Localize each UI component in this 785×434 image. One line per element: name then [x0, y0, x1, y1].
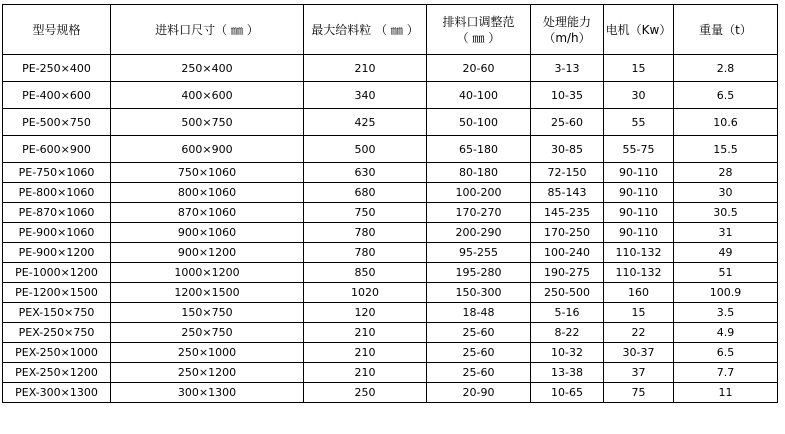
header-feed-opening: 进料口尺寸（ ㎜ ）: [111, 5, 304, 55]
cell-weight: 15.5: [674, 136, 778, 163]
cell-capacity: 145-235: [531, 203, 604, 223]
cell-capacity: 3-13: [531, 55, 604, 82]
cell-capacity: 170-250: [531, 223, 604, 243]
table-row: [3, 203, 778, 223]
cell-discharge-range: 25-60: [427, 363, 531, 383]
cell-model: PEX-150×750: [3, 303, 111, 323]
cell-discharge-range: 195-280: [427, 263, 531, 283]
cell-feed-opening: 300×1300: [111, 383, 304, 403]
cell-weight: 49: [674, 243, 778, 263]
cell-model: PE-750×1060: [3, 163, 111, 183]
cell-model: PE-1000×1200: [3, 263, 111, 283]
cell-capacity: 10-32: [531, 343, 604, 363]
table-row: [3, 243, 778, 263]
cell-weight: 2.8: [674, 55, 778, 82]
cell-model: PE-1200×1500: [3, 283, 111, 303]
cell-feed-opening: 750×1060: [111, 163, 304, 183]
spec-table-wrapper: [2, 4, 778, 403]
cell-max-feed-size: 1020: [304, 283, 427, 303]
cell-model: PE-900×1060: [3, 223, 111, 243]
header-model: 型号规格: [3, 5, 111, 55]
cell-motor: 15: [604, 55, 674, 82]
cell-weight: 3.5: [674, 303, 778, 323]
cell-weight: 51: [674, 263, 778, 283]
cell-motor: 30-37: [604, 343, 674, 363]
cell-weight: 30.5: [674, 203, 778, 223]
cell-weight: 10.6: [674, 109, 778, 136]
cell-capacity: 10-35: [531, 82, 604, 109]
cell-model: PE-600×900: [3, 136, 111, 163]
cell-capacity: 72-150: [531, 163, 604, 183]
cell-motor: 90-110: [604, 163, 674, 183]
cell-discharge-range: 50-100: [427, 109, 531, 136]
table-row: [3, 343, 778, 363]
cell-max-feed-size: 425: [304, 109, 427, 136]
table-row: [3, 363, 778, 383]
cell-discharge-range: 95-255: [427, 243, 531, 263]
cell-weight: 6.5: [674, 343, 778, 363]
cell-feed-opening: 500×750: [111, 109, 304, 136]
table-row: [3, 283, 778, 303]
header-capacity: 处理能力 （m/h）: [531, 5, 604, 55]
cell-weight: 30: [674, 183, 778, 203]
cell-motor: 22: [604, 323, 674, 343]
cell-weight: 4.9: [674, 323, 778, 343]
header-discharge-range: 排料口调整范 （ ㎜ ）: [427, 5, 531, 55]
cell-feed-opening: 600×900: [111, 136, 304, 163]
cell-weight: 11: [674, 383, 778, 403]
cell-feed-opening: 900×1200: [111, 243, 304, 263]
header-motor: 电机（Kw）: [604, 5, 674, 55]
cell-feed-opening: 870×1060: [111, 203, 304, 223]
cell-motor: 110-132: [604, 263, 674, 283]
cell-model: PEX-300×1300: [3, 383, 111, 403]
cell-feed-opening: 400×600: [111, 82, 304, 109]
cell-feed-opening: 900×1060: [111, 223, 304, 243]
cell-motor: 15: [604, 303, 674, 323]
table-row: [3, 263, 778, 283]
spec-table: [2, 4, 778, 403]
table-row: [3, 323, 778, 343]
cell-weight: 28: [674, 163, 778, 183]
cell-model: PE-400×600: [3, 82, 111, 109]
cell-feed-opening: 1000×1200: [111, 263, 304, 283]
cell-motor: 90-110: [604, 203, 674, 223]
cell-discharge-range: 170-270: [427, 203, 531, 223]
cell-capacity: 100-240: [531, 243, 604, 263]
header-weight: 重量（t）: [674, 5, 778, 55]
cell-max-feed-size: 120: [304, 303, 427, 323]
cell-max-feed-size: 210: [304, 343, 427, 363]
cell-max-feed-size: 250: [304, 383, 427, 403]
table-header-row: [3, 5, 778, 55]
cell-motor: 55: [604, 109, 674, 136]
cell-weight: 100.9: [674, 283, 778, 303]
cell-max-feed-size: 210: [304, 363, 427, 383]
cell-discharge-range: 18-48: [427, 303, 531, 323]
cell-motor: 90-110: [604, 183, 674, 203]
cell-motor: 37: [604, 363, 674, 383]
cell-capacity: 10-65: [531, 383, 604, 403]
cell-discharge-range: 20-90: [427, 383, 531, 403]
cell-max-feed-size: 780: [304, 223, 427, 243]
table-row: [3, 109, 778, 136]
cell-max-feed-size: 210: [304, 55, 427, 82]
cell-feed-opening: 250×1200: [111, 363, 304, 383]
cell-capacity: 5-16: [531, 303, 604, 323]
table-body: [3, 55, 778, 403]
cell-model: PEX-250×1200: [3, 363, 111, 383]
table-row: [3, 163, 778, 183]
cell-max-feed-size: 630: [304, 163, 427, 183]
cell-motor: 75: [604, 383, 674, 403]
cell-max-feed-size: 340: [304, 82, 427, 109]
cell-feed-opening: 250×750: [111, 323, 304, 343]
cell-discharge-range: 40-100: [427, 82, 531, 109]
cell-capacity: 190-275: [531, 263, 604, 283]
table-row: [3, 383, 778, 403]
cell-capacity: 25-60: [531, 109, 604, 136]
cell-max-feed-size: 680: [304, 183, 427, 203]
cell-discharge-range: 100-200: [427, 183, 531, 203]
cell-feed-opening: 1200×1500: [111, 283, 304, 303]
cell-discharge-range: 150-300: [427, 283, 531, 303]
cell-motor: 30: [604, 82, 674, 109]
header-max-feed-size: 最大给料粒 （ ㎜ ）: [304, 5, 427, 55]
table-row: [3, 55, 778, 82]
cell-discharge-range: 20-60: [427, 55, 531, 82]
table-row: [3, 183, 778, 203]
cell-capacity: 8-22: [531, 323, 604, 343]
cell-discharge-range: 200-290: [427, 223, 531, 243]
cell-capacity: 85-143: [531, 183, 604, 203]
cell-max-feed-size: 780: [304, 243, 427, 263]
cell-discharge-range: 25-60: [427, 323, 531, 343]
cell-motor: 55-75: [604, 136, 674, 163]
cell-discharge-range: 80-180: [427, 163, 531, 183]
cell-motor: 110-132: [604, 243, 674, 263]
cell-max-feed-size: 750: [304, 203, 427, 223]
cell-capacity: 13-38: [531, 363, 604, 383]
cell-motor: 90-110: [604, 223, 674, 243]
cell-model: PE-500×750: [3, 109, 111, 136]
cell-model: PEX-250×1000: [3, 343, 111, 363]
cell-discharge-range: 65-180: [427, 136, 531, 163]
cell-weight: 31: [674, 223, 778, 243]
cell-model: PEX-250×750: [3, 323, 111, 343]
cell-capacity: 30-85: [531, 136, 604, 163]
cell-motor: 160: [604, 283, 674, 303]
table-row: [3, 82, 778, 109]
cell-weight: 7.7: [674, 363, 778, 383]
cell-max-feed-size: 850: [304, 263, 427, 283]
table-row: [3, 223, 778, 243]
cell-model: PE-870×1060: [3, 203, 111, 223]
cell-max-feed-size: 500: [304, 136, 427, 163]
cell-feed-opening: 150×750: [111, 303, 304, 323]
cell-model: PE-800×1060: [3, 183, 111, 203]
cell-feed-opening: 800×1060: [111, 183, 304, 203]
cell-capacity: 250-500: [531, 283, 604, 303]
table-row: [3, 303, 778, 323]
cell-model: PE-900×1200: [3, 243, 111, 263]
table-row: [3, 136, 778, 163]
cell-weight: 6.5: [674, 82, 778, 109]
cell-model: PE-250×400: [3, 55, 111, 82]
cell-feed-opening: 250×1000: [111, 343, 304, 363]
cell-max-feed-size: 210: [304, 323, 427, 343]
cell-discharge-range: 25-60: [427, 343, 531, 363]
cell-feed-opening: 250×400: [111, 55, 304, 82]
